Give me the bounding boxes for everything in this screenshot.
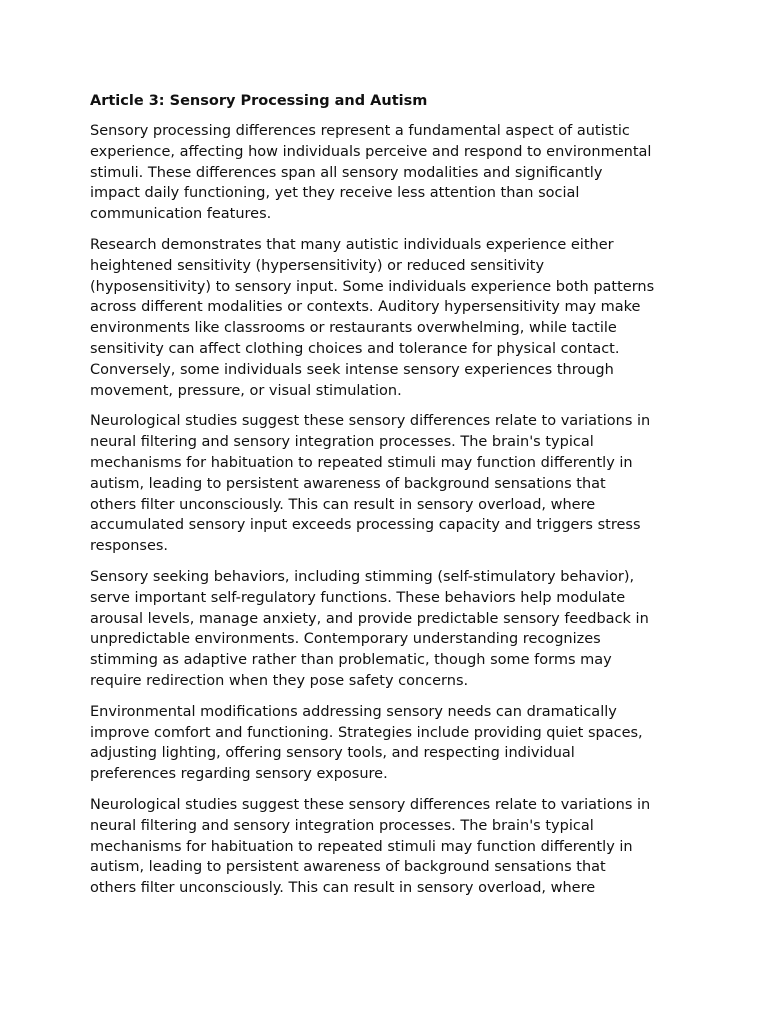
paragraph-line: sensitivity can affect clothing choices and tolerance for physical contact. <box>90 340 620 357</box>
paragraph-line: Conversely, some individuals seek intense sensory experiences through <box>90 361 614 378</box>
paragraph-line: Neurological studies suggest these sensory differences relate to variations in <box>90 413 651 430</box>
paragraph-line: Environmental modifications addressing sensory needs can dramatically <box>90 703 617 720</box>
paragraph-line: require redirection when they pose safety concerns. <box>90 672 469 689</box>
paragraph-2 <box>90 235 690 401</box>
document-page <box>90 90 690 909</box>
paragraph-line: environments like classrooms or restaurants overwhelming, while tactile <box>90 320 617 337</box>
paragraph-line: heightened sensitivity (hypersensitivity) or reduced sensitivity <box>90 257 545 274</box>
article-title: Article 3: Sensory Processing and Autism <box>90 93 428 109</box>
paragraph-line: neural filtering and sensory integration processes. The brain's typical <box>90 817 594 834</box>
paragraph-line: arousal levels, manage anxiety, and provide predictable sensory feedback in <box>90 610 649 627</box>
paragraph-line: stimuli. These differences span all sensory modalities and significantly <box>90 164 603 181</box>
paragraph-line: stimming as adaptive rather than problematic, though some forms may <box>90 652 612 669</box>
paragraph-line: autism, leading to persistent awareness of background sensations that <box>90 859 606 876</box>
paragraph-line: others filter unconsciously. This can result in sensory overload, where <box>90 496 596 513</box>
paragraph-line: (hyposensitivity) to sensory input. Some individuals experience both patterns <box>90 278 655 295</box>
paragraph-line: autism, leading to persistent awareness of background sensations that <box>90 475 606 492</box>
paragraph-line: Sensory processing differences represent a fundamental aspect of autistic <box>90 123 630 139</box>
paragraph-line: mechanisms for habituation to repeated stimuli may function differently in <box>90 838 633 855</box>
paragraph-line: Sensory seeking behaviors, including stimming (self-stimulatory behavior), <box>90 568 635 585</box>
paragraph-line: mechanisms for habituation to repeated stimuli may function differently in <box>90 454 633 471</box>
paragraph-line: accumulated sensory input exceeds processing capacity and triggers stress <box>90 517 641 534</box>
paragraph-line: improve comfort and functioning. Strategies include providing quiet spaces, <box>90 724 643 741</box>
paragraph-line: neural filtering and sensory integration processes. The brain's typical <box>90 434 594 451</box>
paragraph-5 <box>90 702 690 785</box>
paragraph-line: preferences regarding sensory exposure. <box>90 766 388 783</box>
paragraph-4 <box>90 567 690 692</box>
paragraph-line: unpredictable environments. Contemporary understanding recognizes <box>90 631 601 648</box>
paragraph-line: movement, pressure, or visual stimulation. <box>90 382 402 399</box>
paragraph-line: communication features. <box>90 206 272 223</box>
paragraph-6 <box>90 795 690 899</box>
paragraph-line: impact daily functioning, yet they receive less attention than social <box>90 185 580 202</box>
paragraph-line: Neurological studies suggest these sensory differences relate to variations in <box>90 796 651 813</box>
paragraph-line: serve important self-regulatory functions. These behaviors help modulate <box>90 589 626 606</box>
paragraph-1 <box>90 121 690 225</box>
paragraph-line: experience, affecting how individuals perceive and respond to environmental <box>90 143 652 160</box>
paragraph-line: responses. <box>90 538 169 555</box>
paragraph-line: others filter unconsciously. This can result in sensory overload, where <box>90 880 596 897</box>
paragraph-line: Research demonstrates that many autistic individuals experience either <box>90 236 614 253</box>
article-body <box>90 121 690 899</box>
paragraph-line: across different modalities or contexts. Auditory hypersensitivity may make <box>90 299 641 316</box>
paragraph-3 <box>90 411 690 557</box>
paragraph-line: adjusting lighting, offering sensory tools, and respecting individual <box>90 745 575 762</box>
